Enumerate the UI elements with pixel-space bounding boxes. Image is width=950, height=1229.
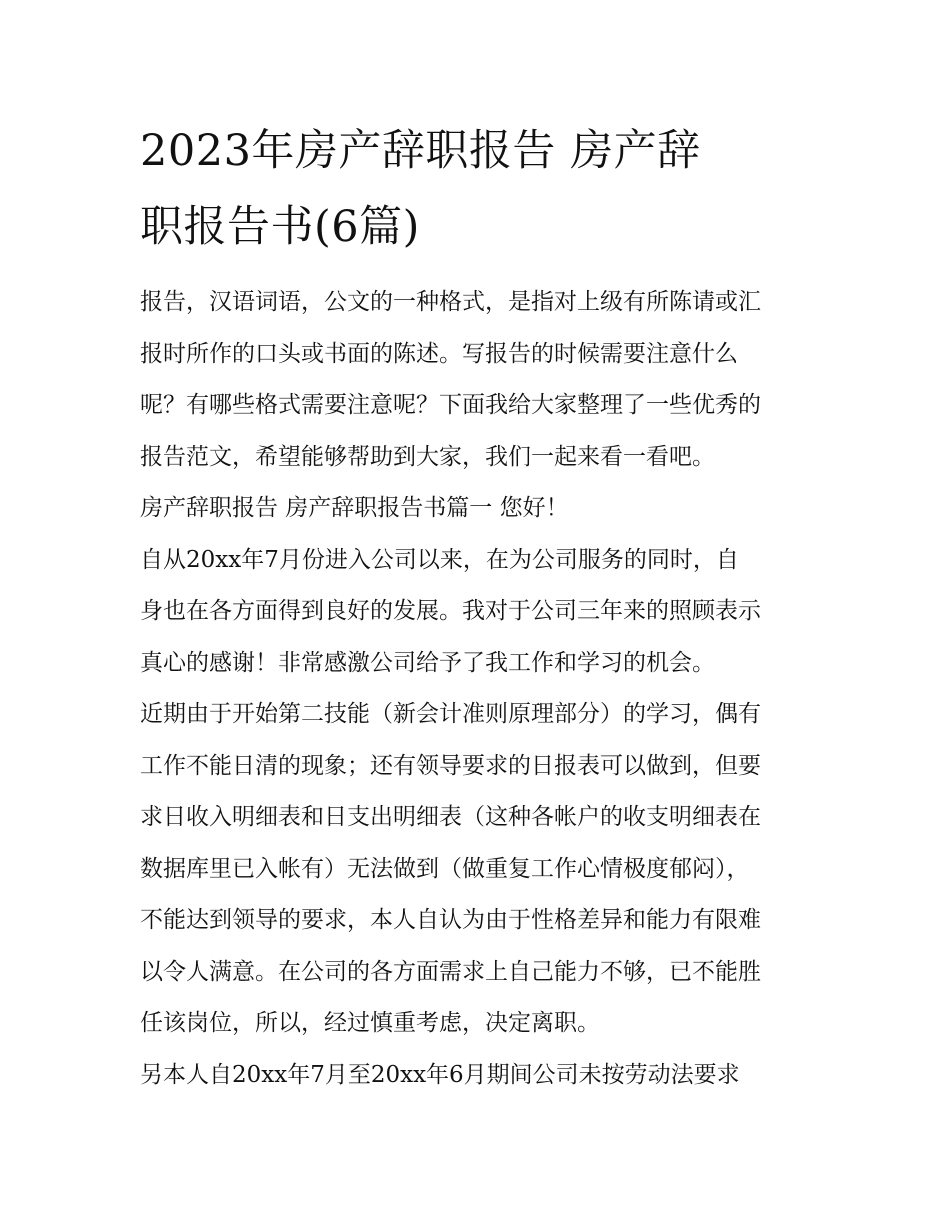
document-body xyxy=(140,277,830,1101)
body-line: 任该岗位，所以，经过慎重考虑，决定离职。 xyxy=(140,1010,600,1036)
body-line: 数据库里已入帐有）无法做到（做重复工作心情极度郁闷）， xyxy=(140,855,750,882)
body-line: 近期由于开始第二技能（新会计准则原理部分）的学习，偶有 xyxy=(140,701,761,727)
body-line: 身也在各方面得到良好的发展。我对于公司三年来的照顾表示 xyxy=(140,598,761,624)
body-line: 以令人满意。在公司的各方面需求上自己能力不够，已不能胜 xyxy=(140,958,761,985)
body-line: 求日收入明细表和日支出明细表（这种各帐户的收支明细表在 xyxy=(140,804,761,830)
body-line: 自从20xx年7月份进入公司以来，在为公司服务的同时，自 xyxy=(140,546,739,573)
body-line: 报告，汉语词语，公文的一种格式，是指对上级有所陈请或汇 xyxy=(140,289,761,315)
section-heading-line: 房产辞职报告 房产辞职报告书篇一 您好！ xyxy=(140,495,569,521)
title-line-1: 2023年房产辞职报告 房产辞 xyxy=(140,126,701,176)
body-line: 呢？有哪些格式需要注意呢？下面我给大家整理了一些优秀的 xyxy=(140,392,761,418)
body-line: 另本人自20xx年7月至20xx年6月期间公司未按劳动法要求 xyxy=(140,1061,740,1088)
body-line: 报告范文，希望能够帮助到大家，我们一起来看一看吧。 xyxy=(140,443,715,470)
body-line: 报时所作的口头或书面的陈述。写报告的时候需要注意什么 xyxy=(140,340,738,367)
title-line-2: 职报告书(6篇) xyxy=(140,202,420,252)
body-line: 不能达到领导的要求，本人自认为由于性格差异和能力有限难 xyxy=(140,907,761,933)
body-line: 真心的感谢！非常感激公司给予了我工作和学习的机会。 xyxy=(140,649,715,676)
document-title xyxy=(140,113,820,265)
body-line: 工作不能日清的现象；还有领导要求的日报表可以做到，但要 xyxy=(140,752,761,779)
